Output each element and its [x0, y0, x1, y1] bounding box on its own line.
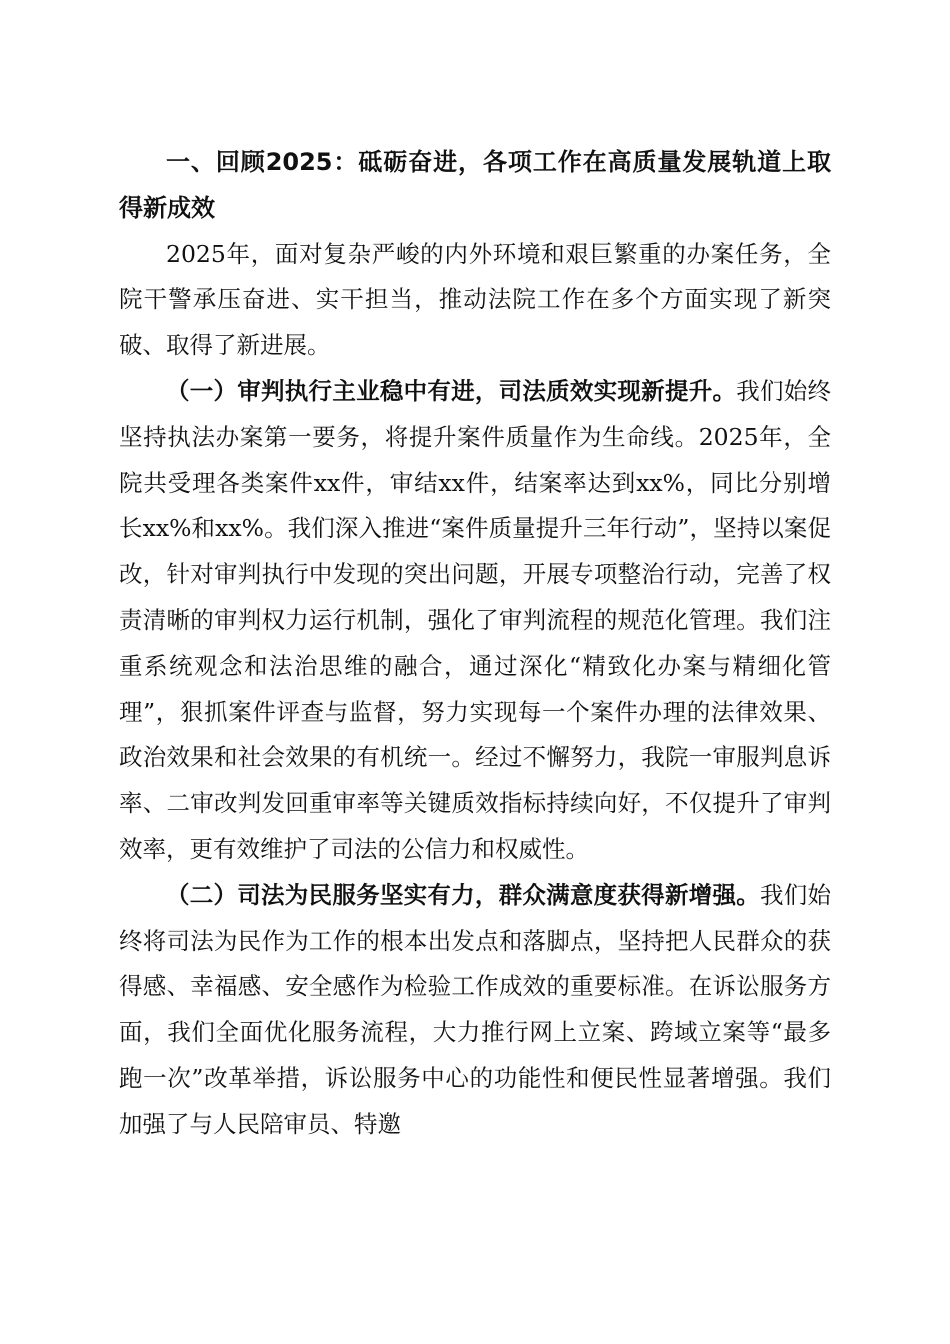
paragraph-trial-execution-text: 我们始终坚持执法办案第一要务，将提升案件质量作为生命线。2025年，全院共受理各类案件xx件，审结xx件，结案率达到xx%，同比分别增长xx%和xx%。我们深入推进“案件质量提升三年行动”，坚持以案促改，针对审判执行中发现的突出问题，开展专项整治行动，完善了权责清晰的审判权力运行机制，强化了审判流程的规范化管理。我们注重系统观念和法治思维的融合，通过深化“精致化办案与精细化管理”，狠抓案件评查与监督，努力实现每一个案件办理的法律效果、政治效果和社会效果的有机统一。经过不懈努力，我院一审服判息诉率、二审改判发回重审率等关键质效指标持续向好，不仅提升了审判效率，更有效维护了司法的公信力和权威性。: [119, 376, 832, 863]
paragraph-service-people-text: 我们始终将司法为民作为工作的根本出发点和落脚点，坚持把人民群众的获得感、幸福感、安全感作为检验工作成效的重要标准。在诉讼服务方面，我们全面优化服务流程，大力推行网上立案、跨域立案等“最多跑一次”改革举措，诉讼服务中心的功能性和便民性显著增强。我们加强了与人民陪审员、特邀: [119, 880, 832, 1138]
paragraph-service-people-lead: （二）司法为民服务坚实有力，群众满意度获得新增强。: [166, 880, 760, 909]
paragraph-service-people: [119, 873, 831, 1148]
paragraph-intro-text: 2025年，面对复杂严峻的内外环境和艰巨繁重的办案任务，全院干警承压奋进、实干担当，推动法院工作在多个方面实现了新突破、取得了新进展。: [119, 239, 831, 360]
paragraph-intro: [119, 232, 831, 369]
document-body: [119, 140, 831, 1148]
paragraph-trial-execution: [119, 369, 831, 873]
paragraph-trial-execution-lead: （一）审判执行主业稳中有进，司法质效实现新提升。: [166, 376, 737, 405]
section-heading: 一、回顾2025：砥砺奋进，各项工作在高质量发展轨道上取得新成效: [119, 148, 831, 222]
